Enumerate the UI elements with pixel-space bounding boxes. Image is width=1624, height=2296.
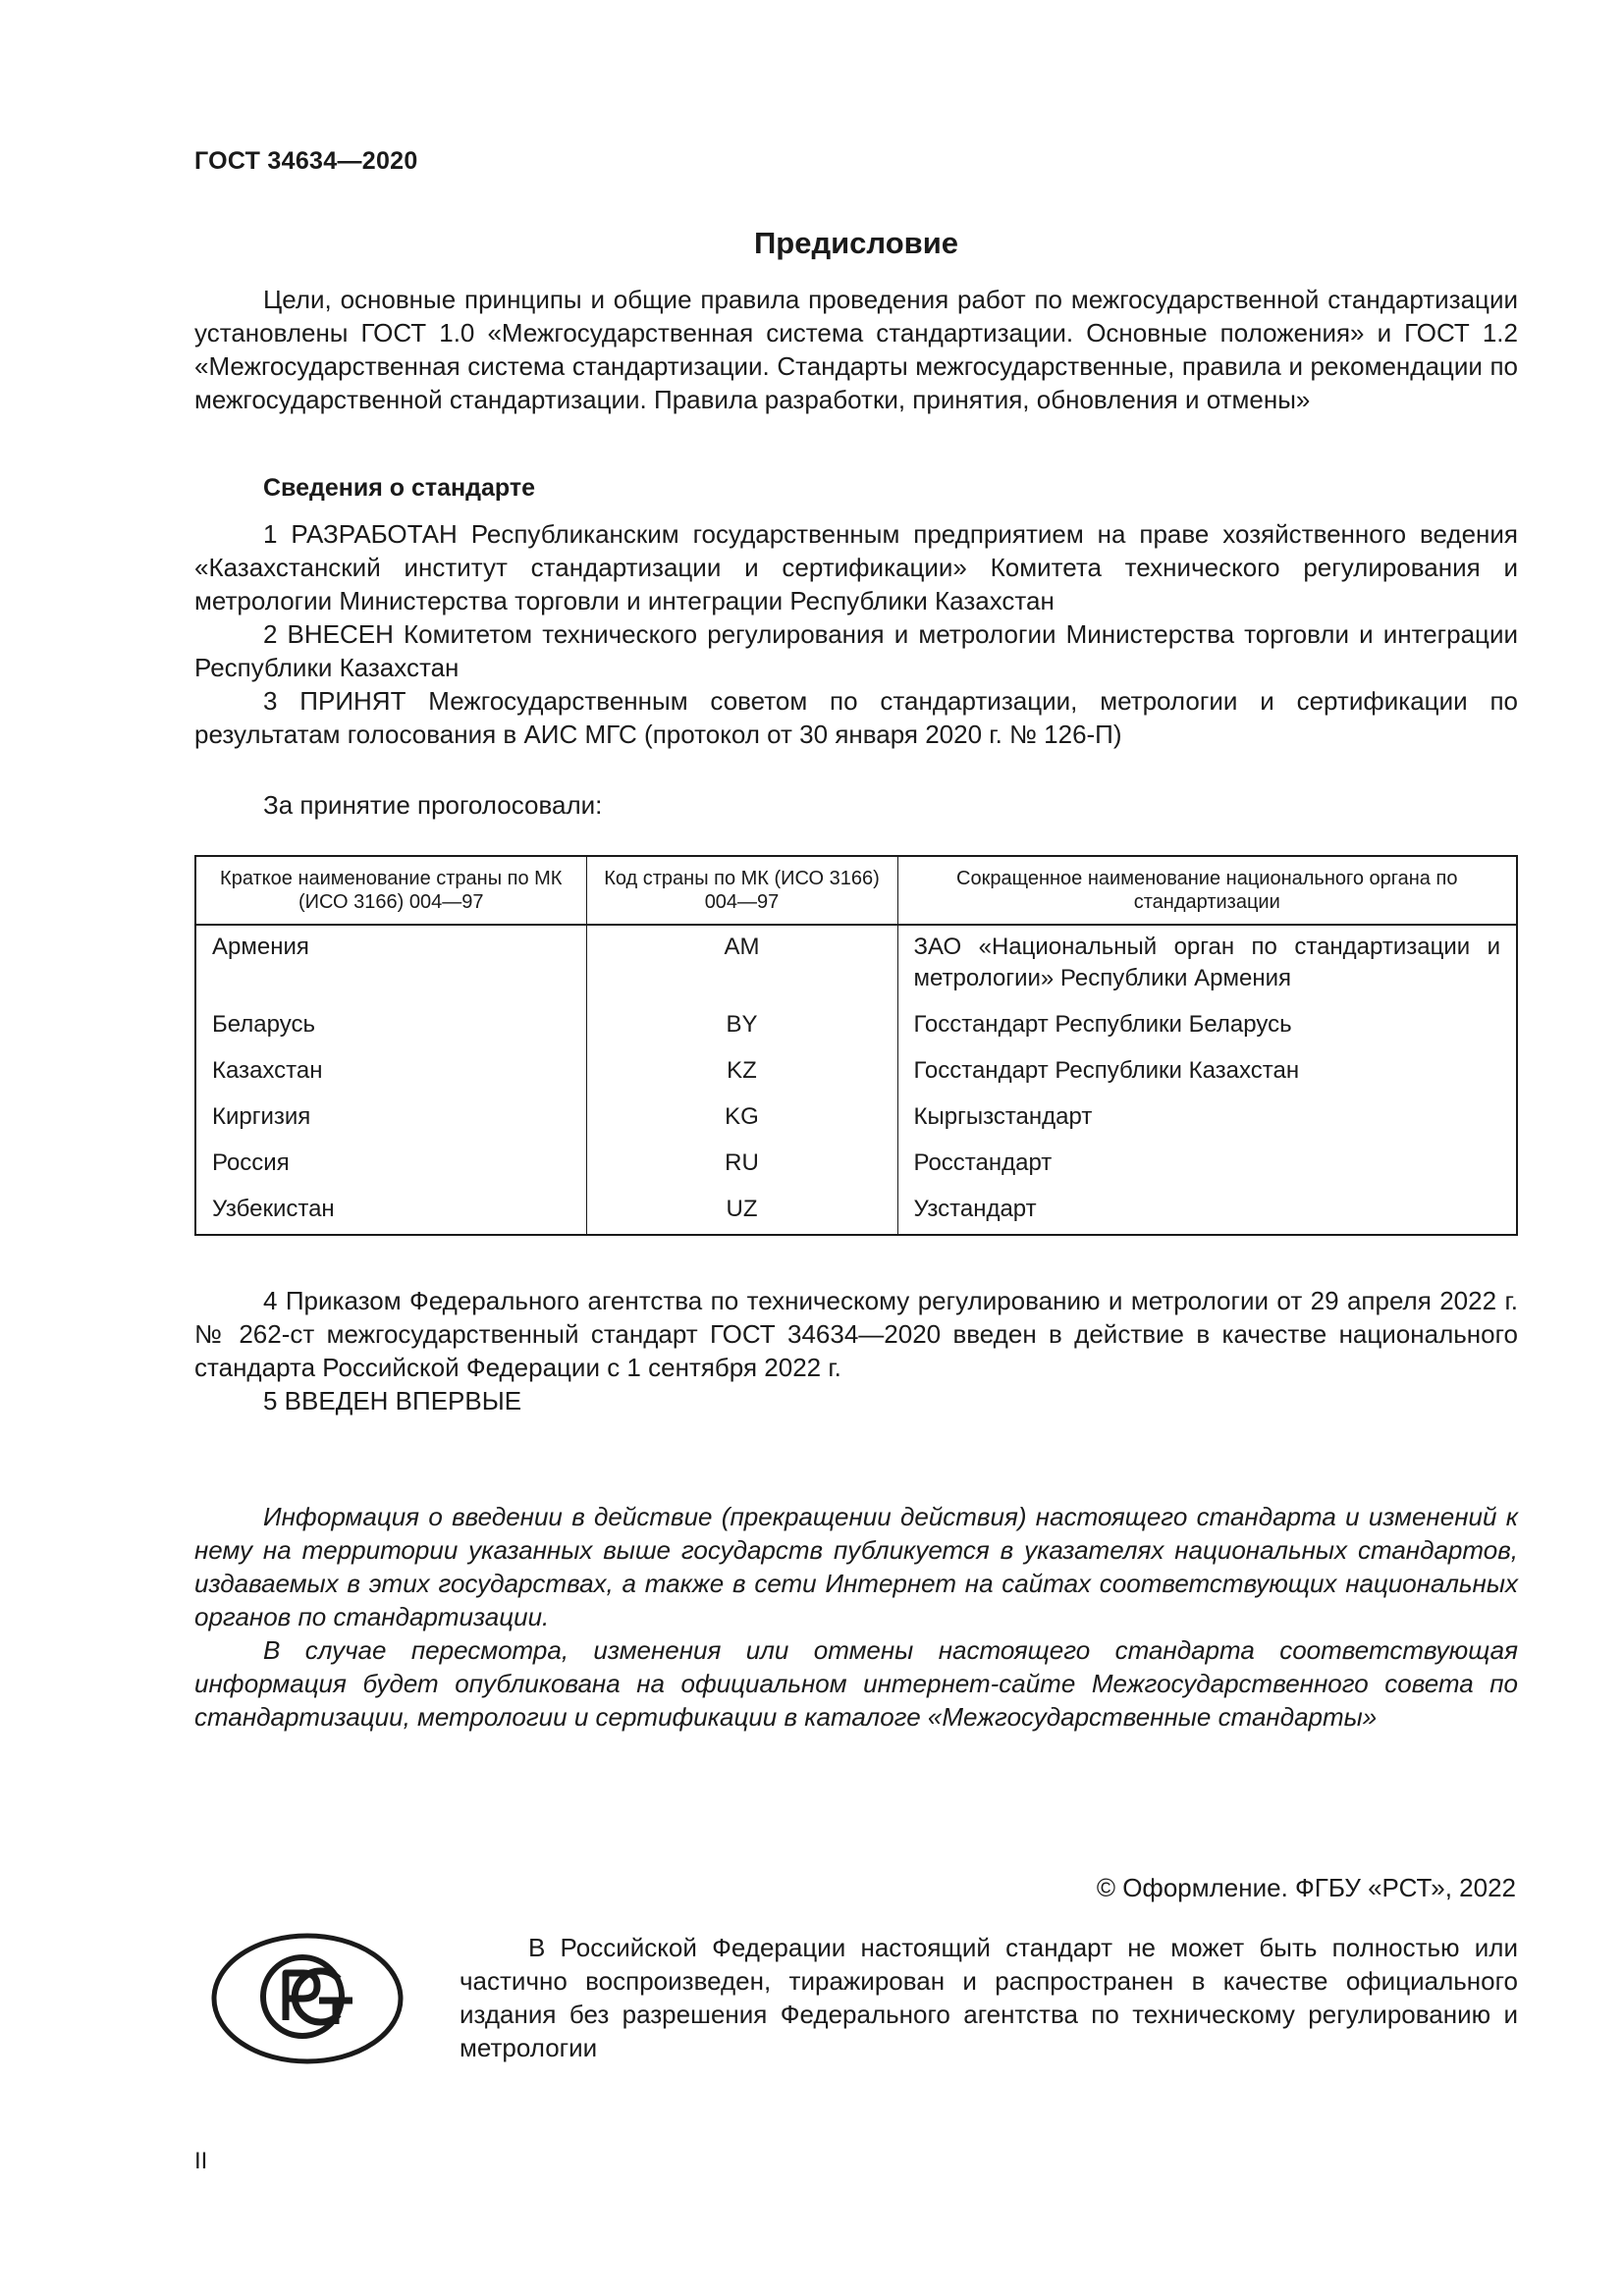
notice-paragraph: Информация о введении в действие (прекращении действия) настоящего стандарта и изменений к нему на территории указанных выше государств публикуется в указателях национальных стандартов, издаваемых в этих государствах, а также в сети Интернет на сайтах соответствующих национальных органов по стандартизации. <box>194 1502 1518 1631</box>
item-submitted: 2 ВНЕСЕН Комитетом технического регулирования и метрологии Министерства торговли и интеграции Республики Казахстан <box>194 619 1518 682</box>
item-developed: 1 РАЗРАБОТАН Республиканским государственным предприятием на праве хозяйственного ведения «Казахстанский институт стандартизации и сертификации» Комитета технического регулирования и метрологии Министерства торговли и интеграции Республики Казахстан <box>194 519 1518 615</box>
cell-code: KZ <box>586 1049 897 1095</box>
cell-country: Узбекистан <box>195 1188 586 1235</box>
table-row <box>195 1049 1517 1095</box>
copyright-line: © Оформление. ФГБУ «РСТ», 2022 <box>1096 1873 1516 1902</box>
cell-code: KG <box>586 1095 897 1142</box>
cell-country: Киргизия <box>195 1095 586 1142</box>
standard-info-heading: Сведения о стандарте <box>263 474 536 502</box>
cell-country: Армения <box>195 925 586 1003</box>
header-national-body: Сокращенное наименование национального органа по стандартизации <box>897 856 1517 925</box>
cell-org: Кыргызстандарт <box>913 1103 1093 1130</box>
cell-org: Госстандарт Республики Казахстан <box>913 1057 1300 1084</box>
cell-code: BY <box>586 1003 897 1049</box>
table-row <box>195 1188 1517 1235</box>
page-number: II <box>194 2148 208 2174</box>
header-country-name: Краткое наименование страны по МК (ИСО 3166) 004—97 <box>195 856 586 925</box>
publication-notice <box>194 1500 1518 1734</box>
item-introduced-first: 5 ВВЕДЕН ВПЕРВЫЕ <box>263 1386 522 1415</box>
table-row <box>195 1003 1517 1049</box>
notice-paragraph: В случае пересмотра, изменения или отмены настоящего стандарта соответствующая информация будет опубликована на официальном интернет-сайте Межгосударственного совета по стандартизации, метрологии и сертификации в каталоге «Межгосударственные стандарты» <box>194 1635 1518 1732</box>
table-row <box>195 1095 1517 1142</box>
table-header-row <box>195 856 1517 925</box>
cell-org: Узстандарт <box>913 1196 1037 1222</box>
cell-org: Росстандарт <box>913 1149 1053 1176</box>
cell-code: AM <box>586 925 897 1003</box>
voting-countries-table <box>194 855 1518 1236</box>
table-row <box>195 925 1517 1003</box>
cell-org: ЗАО «Национальный орган по стандартизации и метрологии» Республики Армения <box>913 934 1500 991</box>
header-country-code: Код страны по МК (ИСО 3166) 004—97 <box>586 856 897 925</box>
standard-info-items <box>194 517 1518 751</box>
cell-country: Беларусь <box>195 1003 586 1049</box>
cell-org: Госстандарт Республики Беларусь <box>913 1011 1292 1038</box>
intro-paragraph: Цели, основные принципы и общие правила проведения работ по межгосударственной стандартизации установлены ГОСТ 1.0 «Межгосударственная система стандартизации. Основные положения» и ГОСТ 1.2 «Межгосударственная система стандартизации. Стандарты межгосударственные, правила и рекомендации по межгосударственной стандартизации. Правила разработки, принятия, обновления и отмены» <box>194 285 1518 414</box>
cell-country: Казахстан <box>195 1049 586 1095</box>
table-row <box>195 1142 1517 1188</box>
cell-country: Россия <box>195 1142 586 1188</box>
item-adopted: 3 ПРИНЯТ Межгосударственным советом по стандартизации, метрологии и сертификации по результатам голосования в АИС МГС (протокол от 30 января 2020 г. № 126-П) <box>194 686 1518 749</box>
restriction-paragraph: В Российской Федерации настоящий стандарт не может быть полностью или частично воспроизведен, тиражирован и распространен в качестве официального издания без разрешения Федерального агентства по техническому регулированию и метрологии <box>460 1933 1518 2062</box>
enactment-items <box>194 1284 1518 1417</box>
page-title: Предисловие <box>753 226 958 260</box>
rst-logo-icon <box>209 1930 406 2067</box>
cell-code: UZ <box>586 1188 897 1235</box>
intro-section <box>194 283 1518 416</box>
item-enacted: 4 Приказом Федерального агентства по техническому регулированию и метрологии от 29 апреля 2022 г. № 262-ст межгосударственный стандарт ГОСТ 34634—2020 введен в действие в качестве национального стандарта Российской Федерации с 1 сентября 2022 г. <box>194 1286 1518 1382</box>
copyright-restriction-notice <box>460 1931 1518 2064</box>
voted-label: За принятие проголосовали: <box>263 790 603 820</box>
cell-code: RU <box>586 1142 897 1188</box>
standard-code-header: ГОСТ 34634—2020 <box>194 147 418 175</box>
